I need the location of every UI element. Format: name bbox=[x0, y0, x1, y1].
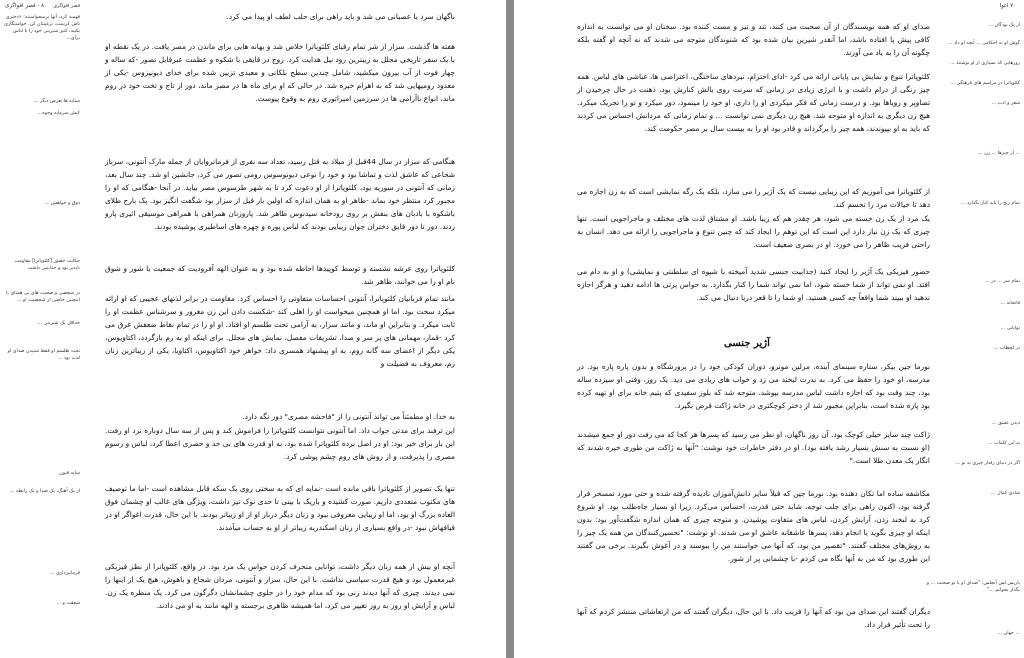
right-margin-note-6 bbox=[924, 150, 1020, 157]
right-margin-note-8 bbox=[924, 278, 1020, 285]
paragraph: یک مرد از یک زن خسته می شود، هر چقدر هم که زیبا باشد. او مشتاق لذت های مختلف و ماجراجویی است. تنها چیزی که یک زن نیاز دارد این است که این توهم را ایجاد کند که چنین تنوع و ماجراجویی را ارائه می دهد. انسان به راحتی فریب ظاهر را می خورد. او در بصری ضعیف است. bbox=[577, 214, 930, 249]
margin-note: فهمید کرد، آنها برمیخواستند: «دختری باش کرینبت، ترغیبتان کن، خواستگاری بکنید، کنیز شیرینی خود را با لباس برای... bbox=[4, 15, 80, 41]
margin-note: در لحظات ... bbox=[993, 346, 1020, 351]
right-block-9 bbox=[577, 605, 930, 631]
paragraph: مکاشفه ساده اما تکان دهنده بود. نورما جین که قبلاً سایر دانش‌آموزان نادیده گرفته شده و حتی مورد تمسخر قرار گرفته بود، اکنون راهی برای جلب توجه، شاید حتی قدرت، احساس می‌کرد. زیرا او بسیار جاه‌طلب بود. او شروع کرد به لبخند زدن، آرایش کردن، لباس های متفاوت پوشیدن. و متوجه چیزی که همان اندازه شگفت‌آور بود: بدون اینکه او چیزی بگوید یا انجام دهد، پسرها عاشقانه عاشق او می شدند. او نوشت: "تحسین‌کنندگان من همه یک چیز را به روش‌های مختلف گفتند. "تقصیر من بود، که آنها می خواستند من را ببوسند و در آغوش بگیرند. برخی می گفتند این طوری بود که من به آنها نگاه می کردم -با چشمانی پر از شور. bbox=[577, 489, 930, 563]
margin-note: کلئوپاترا در مراسم های فرهنگی ... bbox=[950, 81, 1020, 86]
margin-note: گوش او به احکامی ... آنچه او داد ... bbox=[947, 41, 1020, 46]
paragraph: کلئوپاترا تنوع و نمایش بی پایانی ارائه می کرد -ادای احترام، نبردهای ساختگی، اعتراضی ها، غباشی های لباس. همه چیز رنگی از درام داشت و با انرژی زیادی در زمانی که سرنت روی بالش کنارش بود، ذهنت در حال چرخیدن از تصاویر و رویاها بود. و درست زمانی که فکر میکردی او را داری، او خود را مینمود، دور میکرد و تو را تحریک میکرد. هیچ زن دیگری به اندازه او متوجه شد. هیچ زن دیگری نمی توانست ... و تمام زمانی که مردانش احساس می کردند که باید به او بپیوندند، همه چیز را برگرداند و قادر بود او را به بیست سال بر مصر حکومت کند. bbox=[577, 72, 930, 133]
right-margin-notes bbox=[924, 22, 1020, 29]
right-block-2 bbox=[577, 70, 930, 135]
margin-note: پاریس لس آنجلس: "صدای او با تو صحبت ... و بگذار بخوانم ..." bbox=[926, 581, 1020, 593]
right-margin-note-14 bbox=[924, 460, 1020, 467]
margin-note: روزهایی که بسیاری از او نوشتند ... bbox=[950, 61, 1020, 66]
margin-note: سایه فنون bbox=[59, 471, 80, 476]
margin-note: دیدن عشق ... bbox=[991, 421, 1020, 426]
left-margin-note-5 bbox=[4, 200, 80, 207]
left-margin-note-7 bbox=[4, 290, 80, 304]
left-block-2 bbox=[105, 40, 455, 105]
margin-note: شعر و ادب ... bbox=[991, 101, 1020, 106]
right-margin-note-2 bbox=[924, 40, 1020, 47]
margin-note: حداقل یک شیرینی ... bbox=[37, 321, 80, 326]
left-block-4 bbox=[105, 262, 455, 288]
paragraph: به خدا. او مطمئناً می تواند آنتونی را از "فاحشه مصری" دور نگه دارد. bbox=[242, 412, 455, 421]
paragraph: از کلئوپاترا می آموزیم که این زیبایی نیست که یک آژیر را می سازد، بلکه یک رگه نمایشی است که به زن اجازه می دهد تا خیالات مرد را تجسم کند. bbox=[577, 187, 930, 209]
left-block-6 bbox=[105, 410, 455, 423]
margin-note: از یک بودگان ... bbox=[988, 23, 1020, 28]
paragraph: دیگران گفتند این صدای من بود که آنها را فریب داد. با این حال، دیگران گفتند که من ارتعاشاتی منتشر کردم که آنها را تحت تأثیر قرار داد. bbox=[577, 607, 930, 629]
left-margin-note-6 bbox=[4, 258, 80, 272]
left-margin-note-4 bbox=[4, 110, 80, 117]
paragraph: مانند تمام قربانیان کلئوپاترا، آنتونی احساسات متفاوتی را احساس کرد. مقاومت در برابر لذتهای عجیبی که او ارائه میکرد سخت بود. اما او همچنین میخواست او را اهلی کند -شکست دادن این زن مغرور و سرشناس عظمت او را ثابت میکرد. و بنابراین او ماند، و مانند سزار، به آرامی تحت طلسم او افتاد. او او را در تمام نقاط ضعفش غرق می کرد -قمار، مهمانی های پر سر و صدا، تشریفات مفصل، نمایش های مجلل. برای اینکه او به رم بازگردد، اکتاویوس، یکی دیگر از اعضای سه گانه روم، به او پیشنهاد همسری داد: خواهر خود اکتاویوس، اکتاویا، یکی از زیباترین زنان رم، معروف به فضیلت و bbox=[105, 294, 455, 368]
right-margin-note-4 bbox=[924, 80, 1020, 87]
section-title: آژیر جنسی bbox=[724, 338, 770, 349]
paragraph: تنها یک تصویر از کلئوپاترا باقی مانده است -نمایه ای که به سختی روی یک سکه قابل مشاهده است -اما ما توصیف های مکتوب متعددی داریم. صورت کشیده و باریک با بینی تا حدی نوک تیز داشت، ویژگی های غالب او چشمان فوق العاده بزرگ او بود، اما او زیبایی معروفی نبود و زنان دیگر دربار او از او زیباتر بودند. با این حال، قدرت اغواگر او در قیافهاش نبود -در واقع بسیاری از زنان اسکندریه زیباتر از او به حساب میآمدند. bbox=[105, 484, 455, 532]
margin-note: ذوق و خواهش ... bbox=[44, 201, 80, 206]
left-margin-note-12 bbox=[4, 570, 80, 577]
paragraph: هفته ها گذشت. سزار از شر تمام رقبای کلئوپاترا خلاص شد و بهانه هایی برای ماندن در مصر یافت. در یک نقطه او با یک سفر تاریخی مجلل به زیبترین رود نیل هدایت کرد. زوج در قایقی با شکوه و عظمت عبرقابل تصور -که ساله و چهار فوت از آب بیرون میکشید، شامل چندین سطح بلکانی و معبدی تزیین شده برای خدای دیونیزوس -یکی از معدود رومیهایی شد که به اهرام خیره شد. در حالی که او برای ماه ها در مصر ماند، دور از تاج و تخت خود در روم ماند، انواع ناآرامی ها در سرزمین امپراتوری روم به وقوع پیوست. bbox=[105, 42, 455, 103]
left-block-8 bbox=[105, 482, 455, 534]
right-margin-note-13 bbox=[924, 440, 1020, 447]
left-margin-notes bbox=[4, 3, 80, 10]
right-margin-note-10 bbox=[924, 325, 1020, 332]
margin-note: توانایی ... bbox=[1000, 326, 1020, 331]
margin-note: در شخصی و صحبت های بی همتای با اینچنین خاصی از شخصیت او ... bbox=[6, 291, 80, 303]
left-block-5 bbox=[105, 292, 455, 370]
paragraph: ناگهان سرد یا عصبانی می شد و باید راهی برای جلب لطف او پیدا می کرد. bbox=[226, 12, 455, 21]
margin-note: از یک آهنگ، یک صدا و یک رابطه ... bbox=[9, 489, 80, 494]
margin-note: اگر در دنیای رفتار چیزی به تو ... bbox=[955, 461, 1020, 466]
margin-note: کنش سرمایه وجوه... bbox=[37, 111, 80, 116]
margin-note: قصر افواگری bbox=[53, 4, 80, 9]
right-margin-note-12 bbox=[924, 420, 1020, 427]
right-block-4 bbox=[577, 212, 930, 251]
right-margin-note-15 bbox=[924, 490, 1020, 497]
right-margin-note-9 bbox=[924, 300, 1020, 307]
paragraph: هنگامی که سزار در سال 44قبل از میلاد به قتل رسید، تعداد سه نفری از فرمانروایان از جمله مارک آنتونی، سرباز شجاعی که عاشق لذت و تماشا بود و خود را نوعی دیونوسوس رومی تصور می کرد، جانشین او شد. چند سال بعد، زمانی که آنتونی در سوریه بود، کلئوپاترا از او دعوت کرد تا به شهر طرسوس مصر بیاید. در آنجا -هنگامی که او را مجبور کرد منتظر خود بماند -ظاهر او به همان اندازه که اولین بار قبل از سزار بود شگفت انگیز بود. یک بارج طلای باشکوه با بادبان های بنفش بر روی رودخانه سیدنوس ظاهر شد. پاروزنان همراهی با همراهی موسیقی اثیری پارو زدند. دور تا دور قایق دختران جوان زیبایی بودند که لباس پوره و چهره های اساطیری پوشیده بودند. bbox=[105, 157, 455, 231]
left-margin-note-10 bbox=[4, 470, 80, 477]
right-block-5 bbox=[577, 265, 930, 304]
margin-note: تمام رنج را باید کنار بگذارد ... bbox=[960, 201, 1020, 206]
left-page-header: ۸ - قصر افواگری bbox=[5, 3, 45, 9]
right-block-3 bbox=[577, 185, 930, 211]
left-margin-note-2 bbox=[4, 14, 80, 42]
left-margin-note-9 bbox=[4, 348, 80, 362]
margin-note: ستایه ها تعرض دیگر ... bbox=[33, 99, 80, 104]
margin-note: تمام سر ... در ... bbox=[985, 279, 1020, 284]
margin-note: حکایت حضور [کلئوپاترا] مقاومت ناپذیر بود و جذابیتی داشت bbox=[14, 259, 80, 271]
right-block-7 bbox=[577, 428, 930, 467]
left-block-9 bbox=[105, 560, 455, 612]
right-page-header: ۷۰ اغوا bbox=[999, 3, 1016, 9]
right-margin-note-11 bbox=[924, 345, 1020, 352]
right-margin-note-16 bbox=[924, 580, 1020, 594]
left-margin-note-8 bbox=[4, 320, 80, 327]
margin-note: به این کلمات ... bbox=[988, 441, 1020, 446]
right-block-6 bbox=[577, 360, 930, 412]
margin-note: شفقت و ... bbox=[56, 601, 80, 606]
paragraph: این ترفند برای مدتی جواب داد. اما آنتونی نتوانست کلئوپاترا را فراموش کند و پس از سه سال دوباره نزد او رفت. این بار برای خیر بود: او در اصل برده کلئوپاترا شده بود، به او قدرت های بی حد و حصری اعطا کرد، لباس و رسوم مصری را پذیرفت، و از روش های روم چشم پوشی کرد. bbox=[105, 426, 455, 461]
left-page bbox=[0, 0, 506, 658]
right-page bbox=[514, 0, 1024, 658]
paragraph: کلئوپاترا روی عرشه نشسته و توسط کوپیدها احاطه شده بود و به عنوان الهه آفرودیت که جمعیت با شور و شوق نام او را می خوانند، ظاهر شد. bbox=[105, 264, 455, 286]
right-margin-note-3 bbox=[924, 60, 1020, 67]
margin-note: فاتحانه ... bbox=[1000, 301, 1020, 306]
left-main-column bbox=[105, 10, 455, 23]
left-margin-note-3 bbox=[4, 98, 80, 105]
right-margin-note-5 bbox=[924, 100, 1020, 107]
paragraph: ژاکت چند سایز خیلی کوچک بود. آن روز ناگهان، او نظر می رسید که پسرها هر کجا که می رفت دور او جمع میشدند (او نسبت به سنش بسیار رشد یافته بود). او در دفتر خاطرات خود نوشت: "آنها به ژاکت من طوری خیره شدند که انگار یک معدن طلا است." bbox=[577, 430, 930, 465]
margin-note: ... جهان ... bbox=[997, 631, 1020, 636]
left-margin-note-11 bbox=[4, 488, 80, 495]
left-block-7 bbox=[105, 424, 455, 463]
right-block-8 bbox=[577, 487, 930, 565]
right-margin-note-17 bbox=[924, 630, 1020, 637]
margin-note: فرمانبرداری ... bbox=[49, 571, 80, 576]
right-margin-note-7 bbox=[924, 200, 1020, 207]
paragraph: صدای او که همه نویسندگان از آن صحبت می کنند، تند و تیز و مست کننده بود. سخنان او می توانست به اندازه کافی پیش پا افتاده باشد، اما آنقدر شیرین بیان شده بود که شنوندگان متوجه می شدند که نه آنچه او گفته بلکه چگونه آن را به یاد می آورند. bbox=[577, 22, 930, 57]
paragraph: آنچه او بیش از همه زنان دیگر داشت، توانایی منحرف کردن حواس یک مرد بود. در واقع، کلئوپاترا از نظر فیزیکی غیرمعمول بود و هیچ قدرت سیاسی نداشت. با این حال، سزار و آنتونی، مردان شجاع و باهوش، هیچ یک از اینها را نمی دیدند. چیزی که آنها دیدند زنی بود که مدام خود را در جلوی چشمانشان دگرگون می کرد. یک منظره یک زن. لباس و آرایش او روز به روز تغییر می کرد، اما همیشه ظاهری برجسته و الهه مانند به او می دادند. bbox=[105, 562, 455, 610]
left-margin-note-13 bbox=[4, 600, 80, 607]
left-block-3 bbox=[105, 155, 455, 233]
right-main-column bbox=[577, 20, 930, 59]
margin-note: ... از چیزها ... زن ... bbox=[978, 151, 1020, 156]
margin-note: تحت طلسم او فقط شنیدن صدای او لذت بود ... bbox=[7, 349, 80, 361]
margin-note: شادی کمال ... bbox=[991, 491, 1020, 496]
paragraph: حضور فیزیکی یک آژیر را ایجاد کنید (جذابیت جنسی شدید آمیخته با شیوه ای سلطنتی و نمایشی) و او به دام می افتد. او نمی تواند از شما خسته شود، اما نمی تواند شما را کنار بگذارد. به حواس پرتی ها ادامه دهید و هرگز اجازه ندهید او ببیند شما واقعاً چه کسی هستید. او شما را تا قعر دریا دنبال می کند. bbox=[577, 267, 930, 302]
paragraph: نورما جین بیکر، ستاره سینمای آینده، مرلین مونرو، دوران کودکی خود را در پرورشگاه و بدون پاره پاره بود. در مدرسه، او خود را حفظ می کرد. به ندرت لبخند می زد و خواب های زیادی می دید. یک روز، وقتی او سیزده ساله بود، چند وقت بود که اجازه داشت لباس مدرسه بپوشد. متوجه شد که بلوز سفیدی که پتیم خانه برای او تهیه کرده بود پاره شده است، بنابراین مجبور شد از دختر کوچکتری در خانه ژاکت قرض بگیرد. bbox=[577, 362, 930, 410]
